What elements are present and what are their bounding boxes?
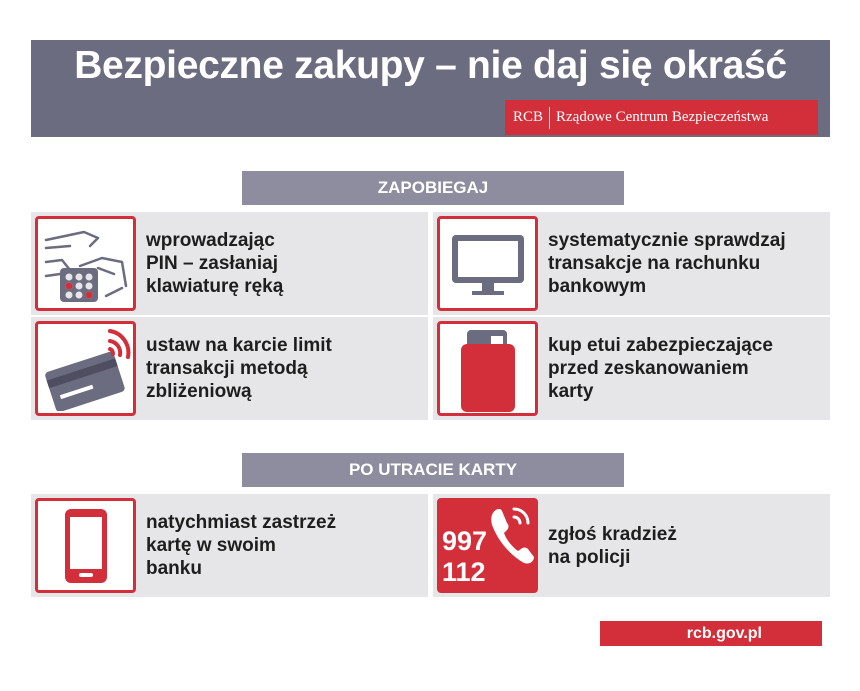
tip-card-block-card bbox=[31, 494, 428, 597]
section-label-after-loss: PO UTRACIE KARTY bbox=[242, 453, 624, 487]
page-title: Bezpieczne zakupy – nie daj się okraść bbox=[74, 44, 787, 87]
rcb-full-name: Rządowe Centrum Bezpieczeństwa bbox=[556, 109, 769, 125]
tip-card-sleeve bbox=[433, 317, 830, 420]
footer-website-link[interactable]: rcb.gov.pl bbox=[600, 621, 822, 646]
section-label-prevent: ZAPOBIEGAJ bbox=[242, 171, 624, 205]
tip-text-sleeve: kup etui zabezpieczające przed zeskanowaniem karty bbox=[548, 335, 773, 402]
rcb-logo-badge bbox=[505, 100, 818, 135]
header-banner bbox=[31, 40, 830, 137]
monitor-icon bbox=[437, 216, 538, 311]
emergency-numbers: 997 112 bbox=[442, 526, 488, 587]
tip-text-police: zgłoś kradzież na policji bbox=[548, 523, 677, 568]
rcb-abbr: RCB bbox=[513, 109, 544, 125]
tip-text-pin: wprowadzając PIN – zasłaniaj klawiaturę ręką bbox=[146, 230, 284, 297]
tip-card-transactions bbox=[433, 212, 830, 315]
contactless-card-icon bbox=[35, 321, 136, 416]
smartphone-icon bbox=[35, 498, 136, 593]
tip-card-pin bbox=[31, 212, 428, 315]
hand-covering-pin-icon bbox=[35, 216, 136, 311]
tip-card-police bbox=[433, 494, 830, 597]
tip-card-contactless bbox=[31, 317, 428, 420]
tip-text-contactless: ustaw na karcie limit transakcji metodą zbliżeniową bbox=[146, 335, 332, 402]
card-sleeve-icon bbox=[437, 321, 538, 416]
tip-text-transactions: systematycznie sprawdzaj transakcje na rachunku bankowym bbox=[548, 230, 786, 297]
badge-divider bbox=[549, 107, 550, 129]
phone-handset-icon bbox=[437, 498, 538, 593]
tip-text-block-card: natychmiast zastrzeż kartę w swoim banku bbox=[146, 512, 337, 579]
